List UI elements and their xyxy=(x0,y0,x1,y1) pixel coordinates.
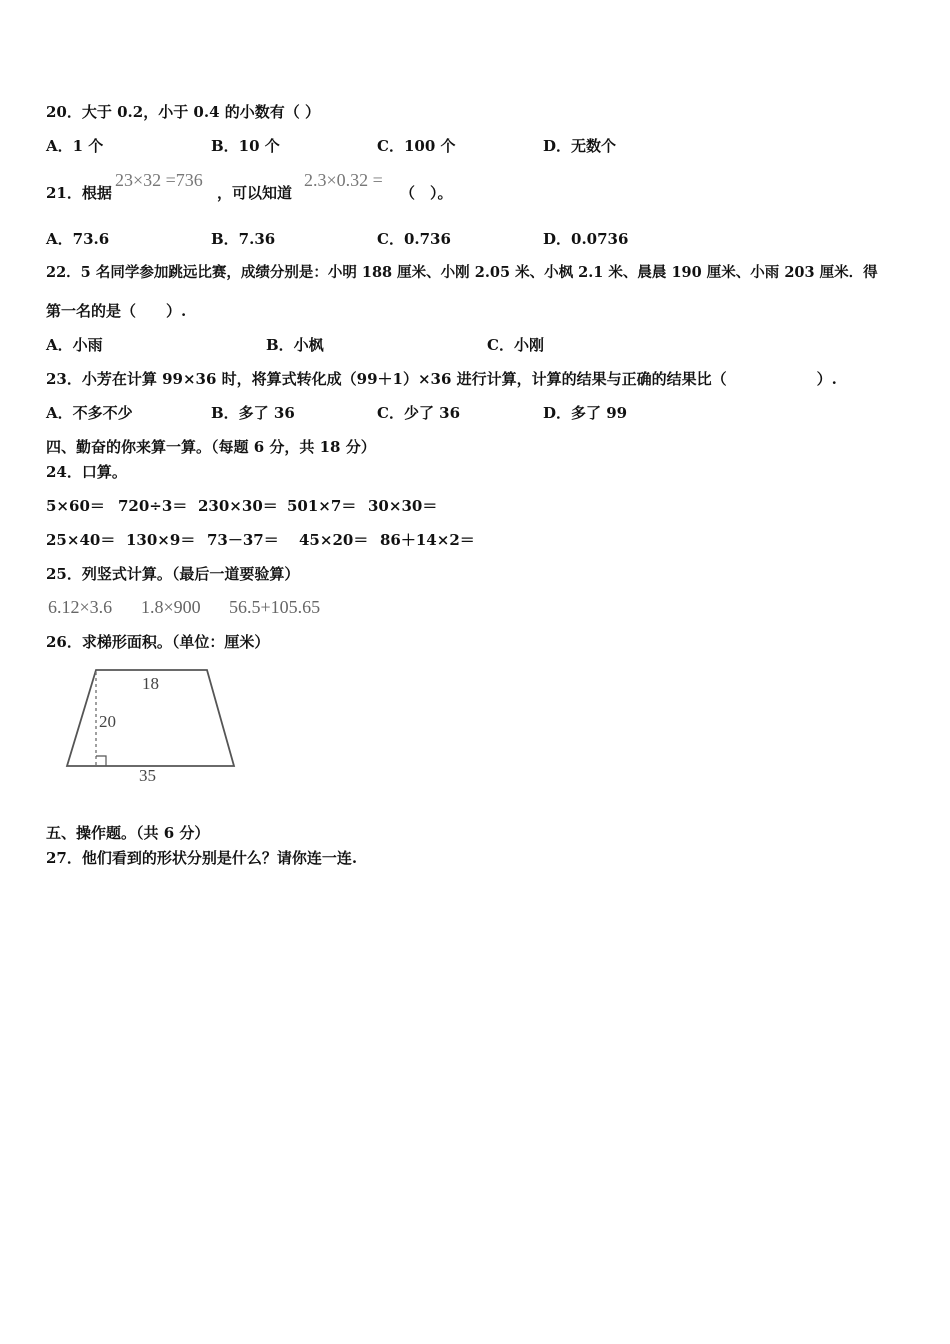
q22-stem-line1: 22．5 名同学参加跳远比赛，成绩分别是：小明 188 厘米、小刚 2.05 米、小枫 2.1 米、晨晨 190 厘米、小雨 203 厘米．得 xyxy=(46,264,878,281)
q21-suffix: （ ）。 xyxy=(400,184,453,202)
q25-title: 25．列竖式计算。（最后一道要验算） xyxy=(46,565,300,583)
q21-option-a: A．73.6 xyxy=(46,230,110,248)
q23-stem: 23．小芳在计算 99×36 时，将算式转化成（99＋1）×36 进行计算，计算的结果与正确的结果比（ ）. xyxy=(46,370,837,388)
q21-option-d: D．0.0736 xyxy=(543,230,629,248)
right-angle-mark xyxy=(96,756,106,766)
q21-formula-1: 23×32 =736 xyxy=(115,170,203,190)
q25-item: 1.8×900 xyxy=(141,597,201,617)
q20-option-b: B．10 个 xyxy=(211,137,280,155)
q20-stem: 20．大于 0.2，小于 0.4 的小数有（ ） xyxy=(46,103,320,121)
q23-option-a: A．不多不少 xyxy=(46,404,133,422)
q24-row2-item: 130×9＝ xyxy=(126,531,196,549)
q21-middle: ，可以知道 xyxy=(217,184,293,202)
q20-option-c: C．100 个 xyxy=(377,137,456,155)
q24-row2-item: 86＋14×2＝ xyxy=(380,531,475,549)
q24-row1-item: 501×7＝ xyxy=(287,497,357,515)
q20-option-a: A．1 个 xyxy=(46,137,104,155)
q21-prefix: 21．根据 xyxy=(46,184,112,202)
q24-row1-item: 30×30＝ xyxy=(368,497,438,515)
q23-option-c: C．少了 36 xyxy=(377,404,461,422)
q25-item: 56.5+105.65 xyxy=(229,597,321,617)
q20-option-d: D．无数个 xyxy=(543,137,617,155)
trapezoid-bottom-label: 35 xyxy=(139,766,156,785)
q24-row2-item: 45×20＝ xyxy=(299,531,369,549)
trapezoid-height-label: 20 xyxy=(99,712,116,731)
q27-title: 27．他们看到的形状分别是什么？请你连一连. xyxy=(46,849,358,867)
q22-stem-line2: 第一名的是（ ）. xyxy=(46,302,187,320)
q24-title: 24．口算。 xyxy=(46,463,127,481)
q24-row1-item: 720÷3＝ xyxy=(118,497,188,515)
section-5-title: 五、操作题。（共 6 分） xyxy=(46,824,210,842)
q23-option-b: B．多了 36 xyxy=(211,404,295,422)
q21-formula-2: 2.3×0.32 = xyxy=(304,170,383,190)
q23-option-d: D．多了 99 xyxy=(543,404,628,422)
q24-row2-item: 25×40＝ xyxy=(46,531,116,549)
q24-row1-item: 5×60＝ xyxy=(46,497,105,515)
q22-option-b: B．小枫 xyxy=(266,336,324,354)
q21-option-c: C．0.736 xyxy=(377,230,451,248)
q25-item: 6.12×3.6 xyxy=(48,597,113,617)
q22-option-a: A．小雨 xyxy=(46,336,103,354)
q26-title: 26．求梯形面积。（单位：厘米） xyxy=(46,633,270,651)
q22-option-c: C．小刚 xyxy=(487,336,544,354)
q24-row2-item: 73－37＝ xyxy=(207,531,279,549)
q24-row1-item: 230×30＝ xyxy=(198,497,278,515)
trapezoid-figure xyxy=(60,662,245,787)
q21-option-b: B．7.36 xyxy=(211,230,276,248)
section-4-title: 四、勤奋的你来算一算。（每题 6 分，共 18 分） xyxy=(46,438,376,456)
trapezoid-top-label: 18 xyxy=(142,674,159,693)
